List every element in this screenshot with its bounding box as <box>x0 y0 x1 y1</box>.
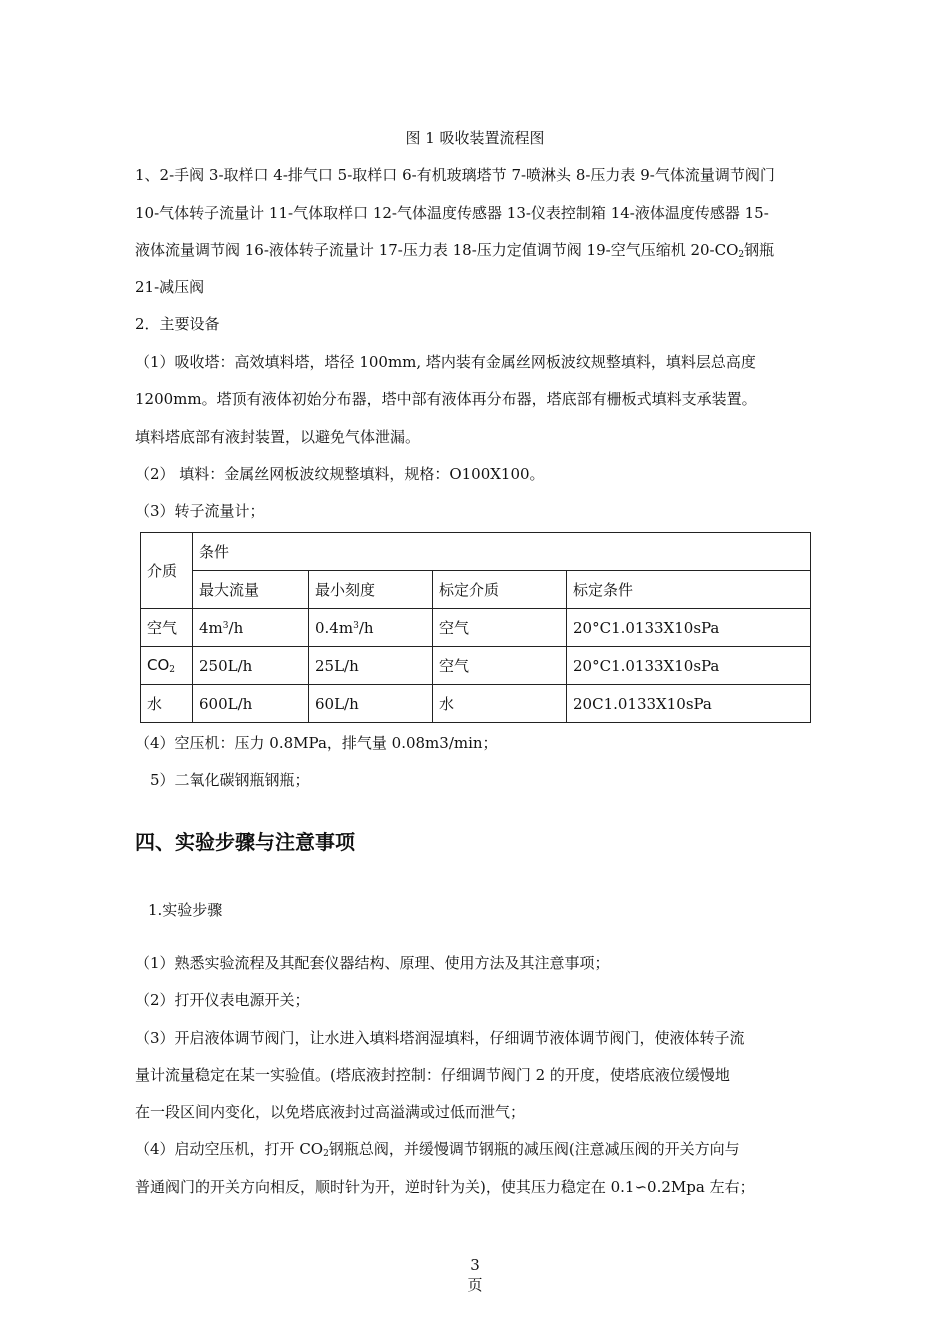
cell-max-flow <box>193 609 309 647</box>
cell-medium: 水 <box>141 685 193 723</box>
cell-min-scale: 25L/h <box>309 647 433 685</box>
rotameter-table <box>140 532 811 723</box>
table-subheader-row <box>141 571 811 609</box>
step-4-line-1 <box>135 1139 740 1164</box>
header-medium: 介质 <box>141 533 193 609</box>
table-row <box>141 685 811 723</box>
legend-line-2: 10-气体转子流量计 11-气体取样口 12-气体温度传感器 13-仪表控制箱 14-液体温度传感器 15- <box>135 204 769 222</box>
step-4-tail: 钢瓶总阀，并缓慢调节钢瓶的减压阀(注意减压阀的开关方向与 <box>328 1140 740 1158</box>
item2-packing: （2） 填料：金属丝网板波纹规整填料，规格：Ο100X100。 <box>135 465 545 483</box>
table-row <box>141 609 811 647</box>
item1-line-3: 填料塔底部有液封装置，以避免气体泄漏。 <box>135 428 421 446</box>
min-scale-sup: 3 <box>353 620 359 631</box>
item1-line-1: （1）吸收塔：高效填料塔，塔径 100mm, 塔内装有金属丝网板波纹规整填料，填料层总高度 <box>135 353 756 371</box>
min-scale-tail: /h <box>358 618 374 637</box>
figure-caption: 图 1 吸收装置流程图 <box>405 129 545 147</box>
item4-compressor: （4）空压机：压力 0.8MPa，排气量 0.08m3/min； <box>135 734 498 752</box>
header-condition: 条件 <box>193 533 811 571</box>
step-2: （2）打开仪表电源开关； <box>135 991 310 1009</box>
step-1: （1）熟悉实验流程及其配套仪器结构、原理、使用方法及其注意事项； <box>135 954 610 972</box>
page-number: 3 <box>470 1256 480 1274</box>
cell-calib-medium: 空气 <box>433 609 567 647</box>
table-header-row <box>141 533 811 571</box>
header-calib-medium: 标定介质 <box>433 571 567 609</box>
cell-calib-medium: 水 <box>433 685 567 723</box>
legend-line-3-text: 液体流量调节阀 16-液体转子流量计 17-压力表 18-压力定值调节阀 19-空气压缩机 20-CO <box>135 241 739 259</box>
medium-text: CO <box>147 656 170 674</box>
cell-max-flow: 600L/h <box>193 685 309 723</box>
item1-line-2: 1200mm。塔顶有液体初始分布器，塔中部有液体再分布器，塔底部有栅板式填料支承装置。 <box>135 390 757 408</box>
step-3-line-3: 在一段区间内变化，以免塔底液封过高溢满或过低而泄气； <box>135 1103 526 1121</box>
co2-subscript: 2 <box>323 1149 329 1159</box>
step-4-head: （4）启动空压机，打开 CO <box>135 1140 324 1158</box>
cell-max-flow: 250L/h <box>193 647 309 685</box>
section-title-equipment: 2．主要设备 <box>135 315 220 333</box>
page-label: 页 <box>467 1276 483 1294</box>
legend-line-1: 1、2-手阀 3-取样口 4-排气口 5-取样口 6-有机玻璃塔节 7-喷淋头 8-压力表 9-气体流量调节阀门 <box>135 166 775 184</box>
step-4-line-2: 普通阀门的开关方向相反，顺时针为开，逆时针为关)，使其压力稳定在 0.1∽0.2Mpa 左右； <box>135 1178 755 1196</box>
item3-rotameter: （3）转子流量计； <box>135 502 265 520</box>
medium-text: 空气 <box>147 619 178 637</box>
cell-medium <box>141 609 193 647</box>
cell-calib-cond: 20°C1.0133X10sPa <box>567 609 811 647</box>
legend-line-3-tail: 钢瓶 <box>744 241 775 259</box>
cell-calib-medium: 空气 <box>433 647 567 685</box>
medium-sub: 2 <box>169 665 176 675</box>
cell-calib-cond: 20°C1.0133X10sPa <box>567 647 811 685</box>
steps-title: 1.实验步骤 <box>148 901 223 919</box>
header-max-flow: 最大流量 <box>193 571 309 609</box>
cell-min-scale: 60L/h <box>309 685 433 723</box>
co2-subscript: 2 <box>738 250 745 260</box>
header-min-scale: 最小刻度 <box>309 571 433 609</box>
header-calib-cond: 标定条件 <box>567 571 811 609</box>
step-3-line-2: 量计流量稳定在某一实验值。(塔底液封控制：仔细调节阀门 2 的开度，使塔底液位缓慢地 <box>135 1066 730 1084</box>
cell-calib-cond: 20C1.0133X10sPa <box>567 685 811 723</box>
table-row <box>141 647 811 685</box>
step-3-line-1: （3）开启液体调节阀门，让水进入填料塔润湿填料，仔细调节液体调节阀门，使液体转子流 <box>135 1029 745 1047</box>
section-heading: 四、实验步骤与注意事项 <box>135 830 355 854</box>
max-flow-text: 4m <box>199 618 223 637</box>
max-flow-tail: /h <box>228 618 244 637</box>
legend-line-3 <box>135 240 774 265</box>
cell-min-scale <box>309 609 433 647</box>
cell-medium <box>141 647 193 685</box>
max-flow-sup: 3 <box>222 620 229 631</box>
item5-co2-cylinder: 5）二氧化碳钢瓶钢瓶； <box>150 771 310 789</box>
min-scale-text: 0.4m <box>315 618 354 637</box>
legend-line-4: 21-减压阀 <box>135 278 205 296</box>
